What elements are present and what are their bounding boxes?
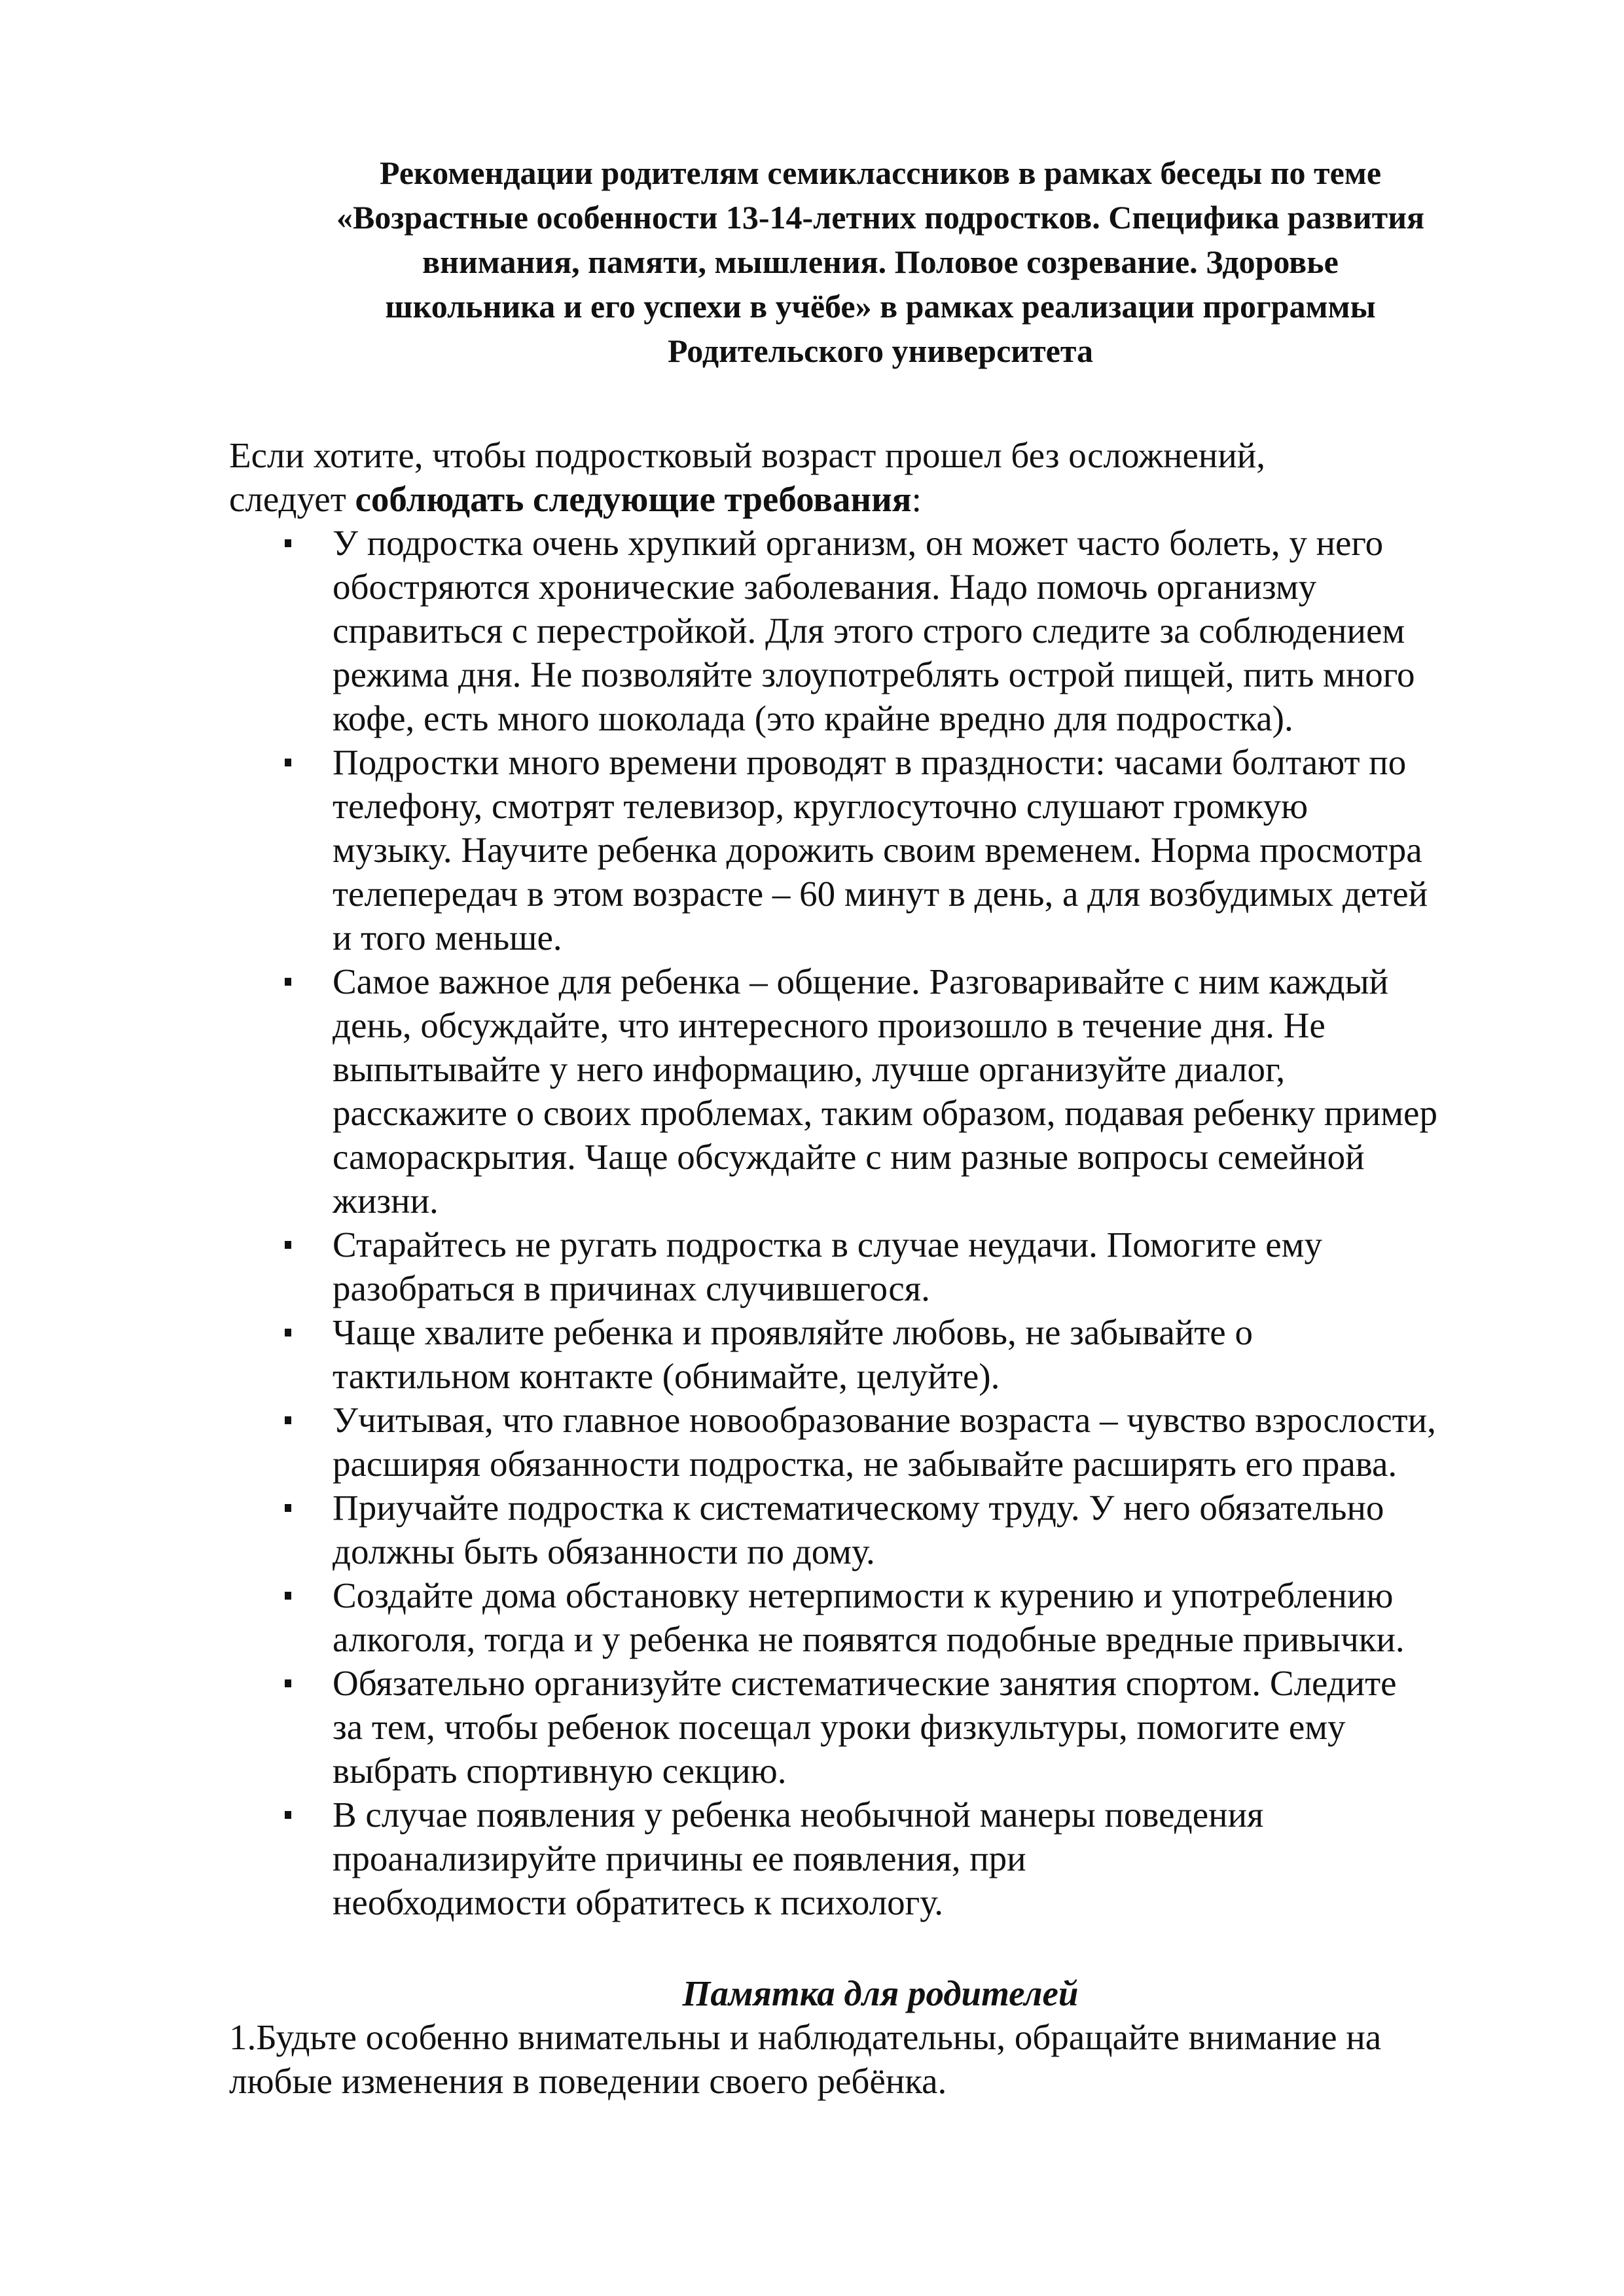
list-item-line: алкоголя, тогда и у ребенка не появятся подобные вредные привычки. — [333, 1619, 1405, 1659]
list-item — [229, 1310, 1532, 1398]
bullet-icon — [285, 1504, 291, 1512]
list-item-line: выбрать спортивную секцию. — [333, 1751, 787, 1791]
title-line: Рекомендации родителям семиклассников в рамках беседы по теме — [379, 154, 1382, 191]
bullet-icon — [285, 539, 291, 547]
list-item — [229, 521, 1532, 740]
list-item-line: Самое важное для ребенка – общение. Разговаривайте с ним каждый — [333, 961, 1389, 1001]
bullet-icon — [285, 1329, 291, 1336]
list-item-line: Чаще хвалите ребенка и проявляйте любовь, не забывайте о — [333, 1312, 1253, 1352]
list-item-line: обостряются хронические заболевания. Надо помочь организму — [333, 567, 1317, 607]
title-line: школьника и его успехи в учёбе» в рамках реализации программы — [385, 288, 1376, 325]
memo-item-line: 1.Будьте особенно внимательны и наблюдательны, обращайте внимание на — [229, 2017, 1382, 2057]
intro-suffix: : — [911, 479, 922, 519]
list-item-line: Обязательно организуйте систематические занятия спортом. Следите — [333, 1663, 1397, 1703]
list-item-line: режима дня. Не позволяйте злоупотреблять острой пищей, пить много — [333, 655, 1415, 694]
title-line: «Возрастные особенности 13-14-летних подростков. Специфика развития — [336, 199, 1425, 236]
document-page — [229, 151, 1532, 2103]
list-item-line: справиться с перестройкой. Для этого строго следите за соблюдением — [333, 611, 1405, 651]
bullet-icon — [285, 1679, 291, 1687]
bullet-icon — [285, 1592, 291, 1600]
bullet-icon — [285, 1416, 291, 1424]
list-item — [229, 1573, 1532, 1661]
list-item-line: кофе, есть много шоколада (это крайне вредно для подростка). — [333, 698, 1293, 738]
list-item-line: расскажите о своих проблемах, таким образом, подавая ребенку пример — [333, 1093, 1437, 1133]
document-title — [229, 151, 1532, 373]
list-item — [229, 1486, 1532, 1573]
list-item-line: должны быть обязанности по дому. — [333, 1532, 875, 1571]
list-item-line: день, обсуждайте, что интересного произошло в течение дня. Не — [333, 1005, 1326, 1045]
list-item-line: У подростка очень хрупкий организм, он может часто болеть, у него — [333, 523, 1384, 563]
list-item-line: музыку. Научите ребенка дорожить своим временем. Норма просмотра — [333, 830, 1422, 870]
list-item-line: самораскрытия. Чаще обсуждайте с ним разные вопросы семейной — [333, 1137, 1365, 1177]
bullet-icon — [285, 1241, 291, 1249]
list-item-line: тактильном контакте (обнимайте, целуйте). — [333, 1356, 1000, 1396]
list-item-line: расширяя обязанности подростка, не забывайте расширять его права. — [333, 1444, 1398, 1484]
list-item-line: и того меньше. — [333, 918, 562, 958]
list-item-line: телепередач в этом возрасте – 60 минут в день, а для возбудимых детей — [333, 874, 1428, 914]
intro-paragraph — [229, 433, 1532, 521]
memo-title: Памятка для родителей — [682, 1973, 1079, 2013]
recommendations-list — [229, 521, 1532, 1924]
intro-bold-requirements: соблюдать следующие требования — [355, 479, 912, 519]
bullet-icon — [285, 1811, 291, 1819]
bullet-icon — [285, 978, 291, 986]
list-item-line: В случае появления у ребенка необычной манеры поведения — [333, 1795, 1264, 1835]
title-line: внимания, памяти, мышления. Половое созревание. Здоровье — [422, 243, 1339, 280]
memo-item-line: любые изменения в поведении своего ребёнка. — [229, 2061, 947, 2101]
list-item-line: необходимости обратитесь к психологу. — [333, 1882, 943, 1922]
list-item-line: Учитывая, что главное новообразование возраста – чувство взрослости, — [333, 1400, 1436, 1440]
intro-prefix: следует — [229, 479, 355, 519]
list-item-line: Подростки много времени проводят в праздности: часами болтают по — [333, 742, 1407, 782]
list-item — [229, 1661, 1532, 1793]
list-item — [229, 1793, 1532, 1924]
list-item-line: Приучайте подростка к систематическому труду. У него обязательно — [333, 1488, 1384, 1528]
list-item-line: жизни. — [333, 1181, 439, 1221]
list-item-line: выпытывайте у него информацию, лучше организуйте диалог, — [333, 1049, 1286, 1089]
memo-item-1 — [229, 2015, 1532, 2103]
list-item-line: Создайте дома обстановку нетерпимости к курению и употреблению — [333, 1575, 1394, 1615]
list-item — [229, 740, 1532, 960]
list-item-line: проанализируйте причины ее появления, при — [333, 1839, 1026, 1878]
intro-line-2 — [229, 477, 1532, 521]
list-item — [229, 1223, 1532, 1310]
list-item-line: Старайтесь не ругать подростка в случае неудачи. Помогите ему — [333, 1225, 1322, 1265]
list-item-line: разобраться в причинах случившегося. — [333, 1268, 930, 1308]
intro-line-1: Если хотите, чтобы подростковый возраст прошел без осложнений, — [229, 435, 1265, 475]
list-item — [229, 960, 1532, 1223]
list-item-line: телефону, смотрят телевизор, круглосуточно слушают громкую — [333, 786, 1308, 826]
list-item-line: за тем, чтобы ребенок посещал уроки физкультуры, помогите ему — [333, 1707, 1346, 1747]
list-item — [229, 1398, 1532, 1486]
bullet-icon — [285, 759, 291, 766]
title-line: Родительского университета — [667, 332, 1094, 369]
